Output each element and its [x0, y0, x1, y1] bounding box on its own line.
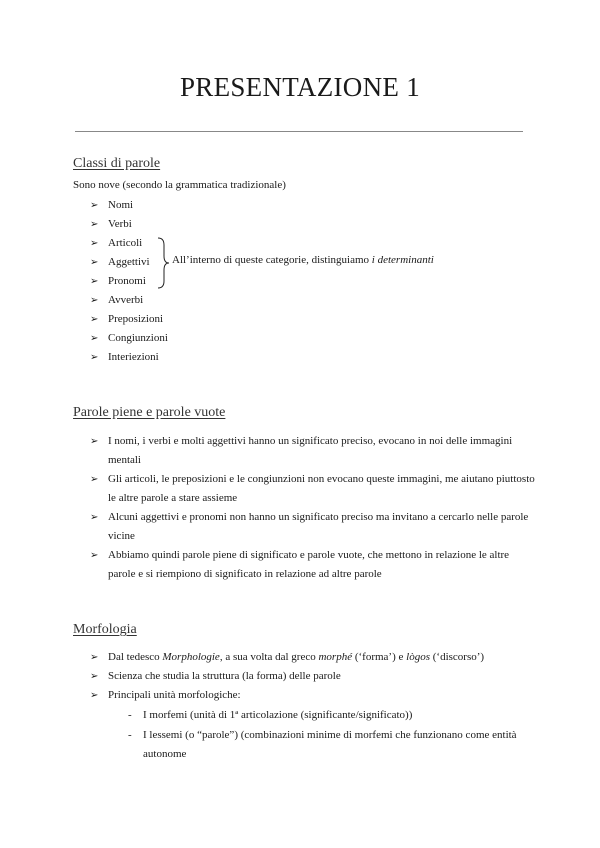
word-class-label: Nomi [108, 199, 134, 211]
word-class-label: Interiezioni [108, 351, 159, 363]
word-class-label: Verbi [108, 218, 132, 230]
arrow-bullet-icon: ➢ [90, 295, 99, 306]
dash-bullet-icon: - [128, 729, 132, 741]
list-item [90, 508, 535, 546]
arrow-bullet-icon: ➢ [90, 219, 99, 230]
arrow-bullet-icon: ➢ [90, 436, 99, 447]
text-run: , a sua volta dal greco [219, 651, 319, 663]
text-run: (‘forma’) e [352, 651, 407, 663]
brace-note-text: All’interno di queste categorie, distinguiamo [172, 254, 370, 266]
section1-intro: Sono nove (secondo la grammatica tradizionale) [73, 179, 286, 191]
list-item [90, 686, 535, 705]
arrow-bullet-icon: ➢ [90, 257, 99, 268]
arrow-bullet-icon: ➢ [90, 238, 99, 249]
arrow-bullet-icon: ➢ [90, 474, 99, 485]
word-class-label: Pronomi [108, 275, 146, 287]
emphasis-morphe: morphé [318, 651, 353, 663]
list-item [90, 432, 535, 470]
bullet-text: Gli articoli, le preposizioni e le congiunzioni non evocano queste immagini, me aiutano piuttosto le altre parole a stare assieme [108, 473, 535, 504]
sub-list-item [128, 726, 538, 764]
brace-icon [156, 236, 170, 290]
sub-list-item [128, 706, 538, 725]
bullet-text: Principali unità morfologiche: [108, 689, 241, 701]
arrow-bullet-icon: ➢ [90, 550, 99, 561]
sub-item-text: I morfemi (unità di 1ª articolazione (significante/significato)) [143, 709, 413, 721]
arrow-bullet-icon: ➢ [90, 200, 99, 211]
arrow-bullet-icon: ➢ [90, 333, 99, 344]
word-class-label: Avverbi [108, 294, 144, 306]
arrow-bullet-icon: ➢ [90, 652, 99, 663]
title-divider [75, 131, 523, 132]
word-class-label: Aggettivi [108, 256, 150, 268]
word-class-label: Preposizioni [108, 313, 163, 325]
section-heading-parole-piene: Parole piene e parole vuote [73, 405, 226, 420]
bullet-text: I nomi, i verbi e molti aggettivi hanno un significato preciso, evocano in noi delle immagini mentali [108, 435, 513, 466]
emphasis-logos: lògos [406, 651, 430, 663]
brace-note-emphasis: i determinanti [371, 254, 434, 266]
arrow-bullet-icon: ➢ [90, 352, 99, 363]
list-item [90, 546, 535, 584]
arrow-bullet-icon: ➢ [90, 671, 99, 682]
sub-item-text: I lessemi (o “parole”) (combinazioni minime di morfemi che funzionano come entità autonome [143, 729, 517, 760]
bullet-text: Alcuni aggettivi e pronomi non hanno un significato preciso ma invitano a cercarlo nelle parole vicine [108, 511, 529, 542]
page-title: PRESENTAZIONE 1 [179, 72, 421, 102]
section-heading-classi: Classi di parole [73, 156, 161, 171]
bullet-text: Abbiamo quindi parole piene di significato e parole vuote, che mettono in relazione le altre parole e si riempiono di significato in relazione ad altre parole [108, 549, 510, 580]
bullet-text [108, 648, 535, 667]
text-run: Dal tedesco [108, 651, 163, 663]
word-class-label: Articoli [108, 237, 143, 249]
emphasis-morphologie: Morphologie [162, 651, 220, 663]
text-run: (‘discorso’) [430, 651, 485, 663]
section-heading-morfologia: Morfologia [73, 622, 137, 637]
bullet-text: Scienza che studia la struttura (la forma) delle parole [108, 670, 341, 682]
list-item [90, 667, 535, 686]
list-item [90, 470, 535, 508]
list-item [90, 648, 535, 667]
arrow-bullet-icon: ➢ [90, 314, 99, 325]
arrow-bullet-icon: ➢ [90, 276, 99, 287]
dash-bullet-icon: - [128, 709, 132, 721]
arrow-bullet-icon: ➢ [90, 690, 99, 701]
arrow-bullet-icon: ➢ [90, 512, 99, 523]
word-class-label: Congiunzioni [108, 332, 168, 344]
determinanti-note [172, 254, 434, 266]
